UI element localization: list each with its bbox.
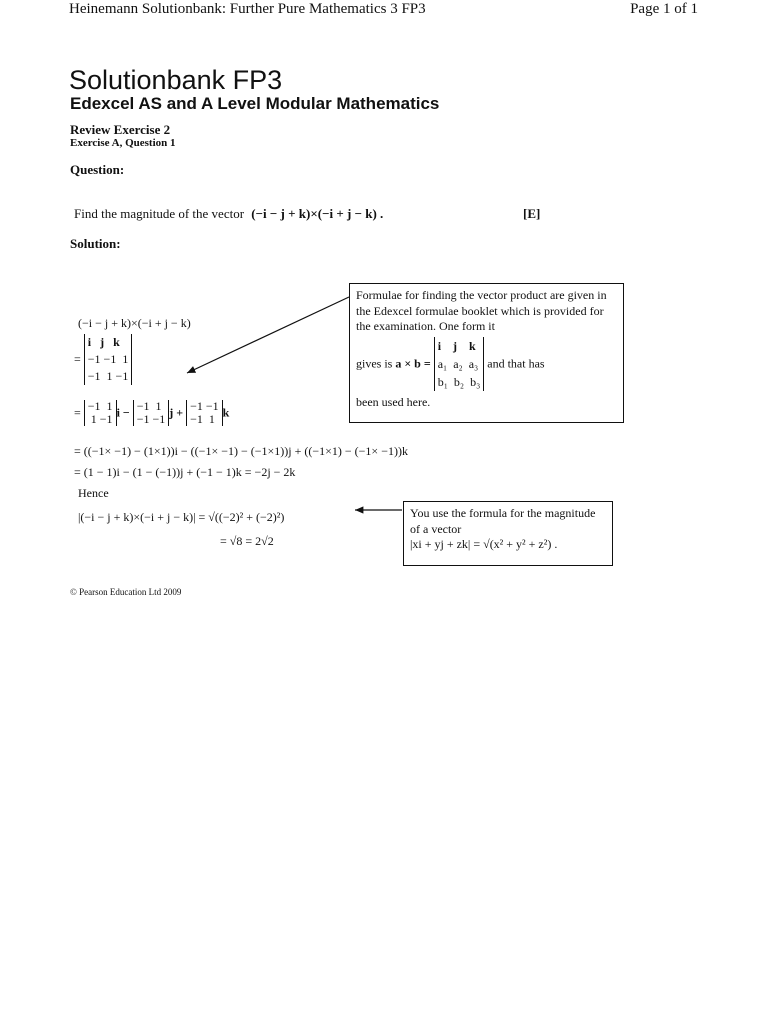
det-row-3: −1 1 −1 <box>87 369 129 383</box>
note-1-axb: a × b = <box>395 355 431 370</box>
arrow-to-determinant <box>187 297 349 373</box>
question-expression: (−i − j + k)×(−i + j − k) . <box>251 206 384 221</box>
minor-1-row-1: −1 1 <box>87 399 113 413</box>
exam-mark: [E] <box>523 206 541 221</box>
page-number: Page 1 of 1 <box>630 1 698 17</box>
question-label: Question: <box>70 162 125 177</box>
hence-label: Hence <box>78 486 109 500</box>
question-prompt: Find the magnitude of the vector <box>74 206 245 221</box>
minor-2-row-2: −1 −1 <box>136 412 166 426</box>
note-1-text: Formulae for finding the vector product are given in the Edexcel formulae booklet which is provided for the examination. One form it <box>356 288 607 333</box>
minor-1-row-2: 1 −1 <box>87 412 113 426</box>
note-1-gives: gives is <box>356 355 393 370</box>
minor-3-row-1: −1 −1 <box>190 399 219 413</box>
note-1-text-2: been used here. <box>356 394 431 409</box>
copyright-footer: © Pearson Education Ltd 2009 <box>70 587 182 597</box>
note-2-formula: |xi + yj + zk| = √(x² + y² + z²) . <box>410 537 558 551</box>
j-component: j + <box>169 405 184 420</box>
minor-2-row-1: −1 1 <box>136 399 162 413</box>
i-component: i − <box>116 405 130 420</box>
solution-line-4: = ((−1× −1) − (1×1))i − ((−1× −1) − (−1×1))j + ((−1×1) − (−1× −1))k <box>74 444 408 458</box>
det-row-2: −1 −1 1 <box>87 352 129 366</box>
note-2-text: You use the formula for the magnitude of a vector <box>410 506 596 536</box>
equals-sign: = <box>74 352 81 366</box>
note-1-after: and that has <box>487 355 545 370</box>
page-title: Solutionbank FP3 <box>69 65 283 95</box>
exercise-subtitle: Exercise A, Question 1 <box>70 137 176 149</box>
page-subtitle: Edexcel AS and A Level Modular Mathematics <box>70 94 440 113</box>
exercise-title: Review Exercise 2 <box>70 122 171 137</box>
solution-line-1: (−i − j + k)×(−i + j − k) <box>78 316 191 330</box>
solution-label: Solution: <box>70 236 121 251</box>
minor-3-row-2: −1 1 <box>190 412 215 426</box>
page-header-title: Heinemann Solutionbank: Further Pure Mathematics 3 FP3 <box>69 1 426 17</box>
solution-line-6: |(−i − j + k)×(−i + j − k)| = √((−2)² + (−2)²) <box>78 510 285 524</box>
solution-line-5: = (1 − 1)i − (1 − (−1))j + (−1 − 1)k = −2j − 2k <box>74 465 296 479</box>
equals-sign-2: = <box>74 405 81 420</box>
note-det-row-3: b₁ b₂ b₃ <box>437 374 481 389</box>
note-det-row-2: a₁ a₂ a₃ <box>437 356 479 371</box>
det-row-1: i j k <box>87 335 120 349</box>
k-component: k <box>222 405 230 420</box>
note-det-row-1: i j k <box>437 338 476 353</box>
solution-line-7: = √8 = 2√2 <box>220 534 274 548</box>
